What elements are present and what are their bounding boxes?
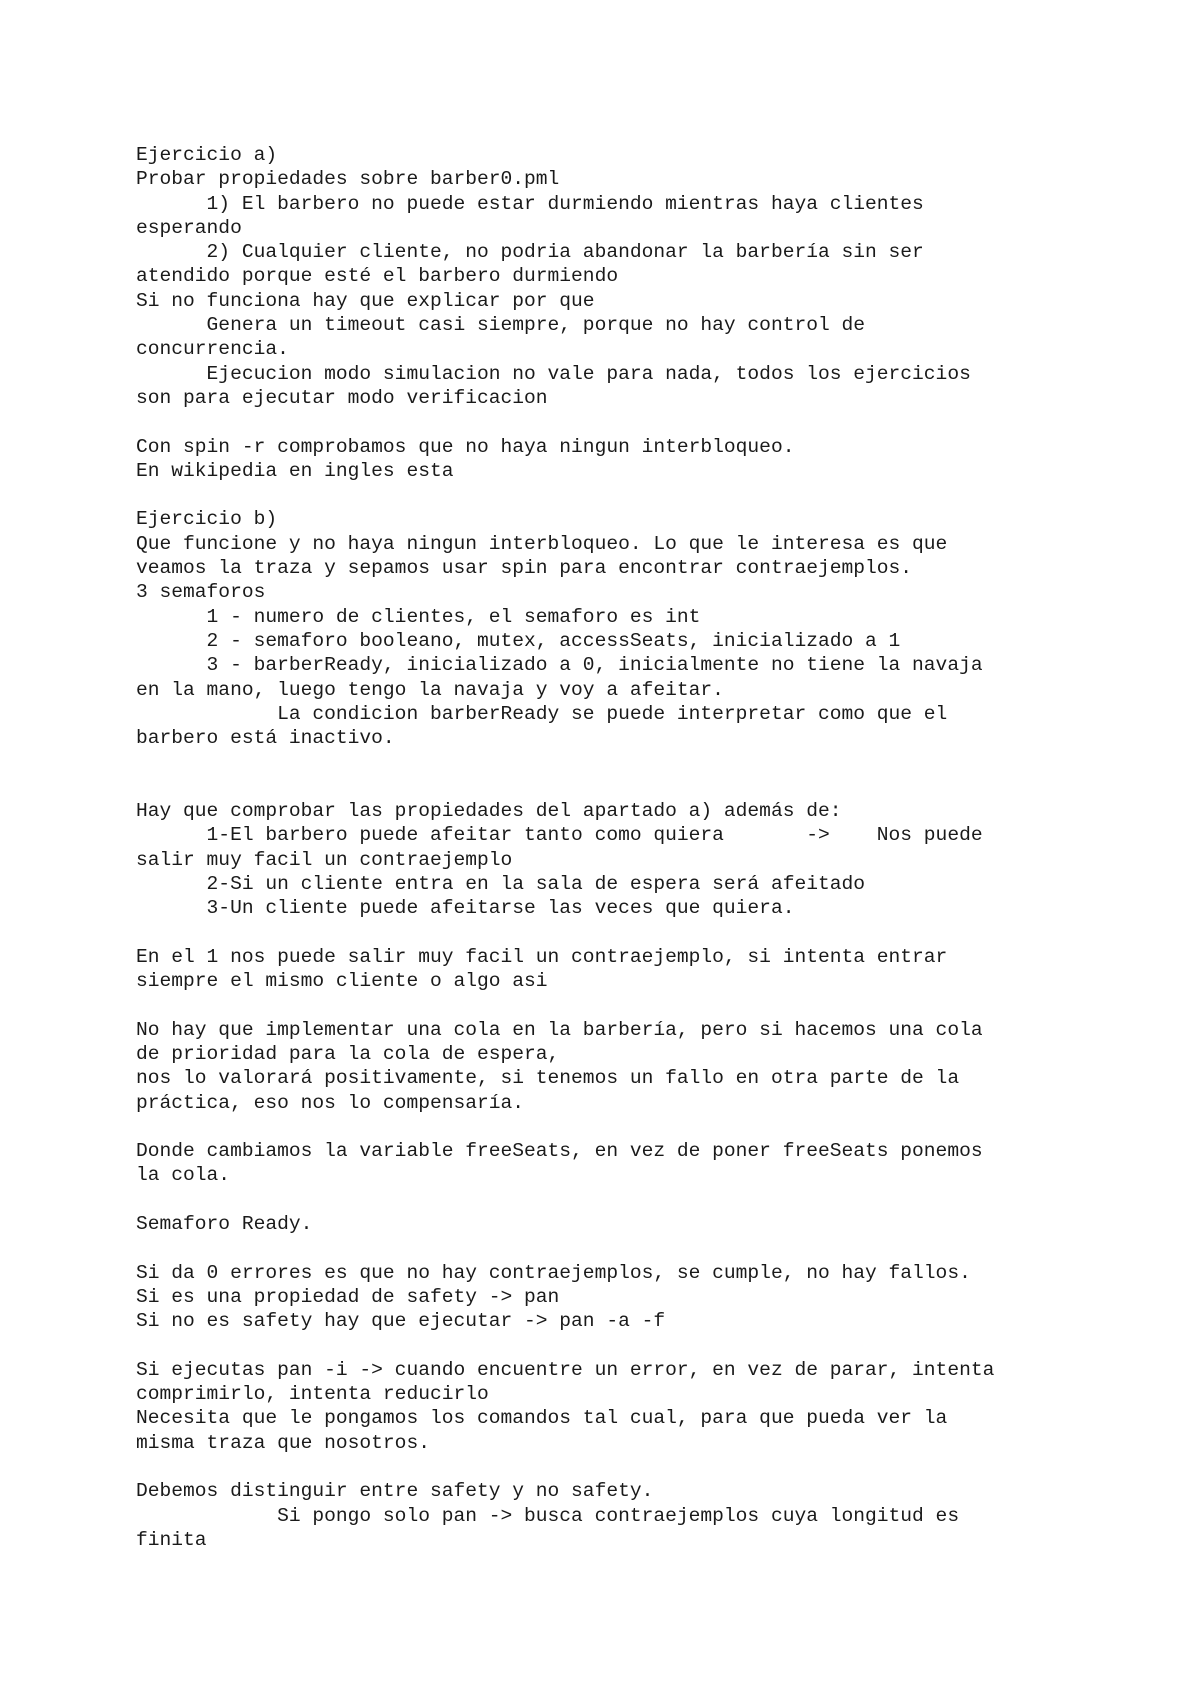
text-line: la cola. (136, 1164, 231, 1187)
blank-line (136, 410, 1136, 434)
text-line: son para ejecutar modo verificacion (136, 386, 548, 409)
text-line: atendido porque esté el barbero durmiendo (136, 265, 619, 288)
text-line: 2-Si un cliente entra en la sala de espera será afeitado (136, 872, 866, 895)
text-line: barbero está inactivo. (136, 727, 395, 750)
blank-line (136, 921, 1136, 945)
blank-line (136, 993, 1136, 1017)
text-line: Si es una propiedad de safety -> pan (136, 1285, 560, 1308)
text-line: concurrencia. (136, 338, 289, 361)
text-line: Con spin -r comprobamos que no haya ningun interbloqueo. (136, 435, 795, 458)
text-line: No hay que implementar una cola en la barbería, pero si hacemos una cola (136, 1018, 983, 1041)
text-line: 3 - barberReady, inicializado a 0, inicialmente no tiene la navaja (136, 654, 983, 677)
text-line: Donde cambiamos la variable freeSeats, en vez de poner freeSeats ponemos (136, 1140, 983, 1163)
text-line: Hay que comprobar las propiedades del apartado a) además de: (136, 800, 842, 823)
document-page (136, 143, 1136, 1552)
text-line: 3 semaforos (136, 581, 266, 604)
text-line: de prioridad para la cola de espera, (136, 1042, 560, 1065)
text-line: siempre el mismo cliente o algo asi (136, 970, 548, 993)
text-line: esperando (136, 216, 242, 239)
text-line: En el 1 nos puede salir muy facil un contraejemplo, si intenta entrar (136, 945, 948, 968)
blank-line (136, 483, 1136, 507)
text-line: 3-Un cliente puede afeitarse las veces que quiera. (136, 897, 795, 920)
text-line: Probar propiedades sobre barber0.pml (136, 168, 560, 191)
text-line: 1-El barbero puede afeitar tanto como quiera -> Nos puede (136, 824, 983, 847)
text-line: Si pongo solo pan -> busca contraejemplos cuya longitud es (136, 1504, 960, 1527)
text-line: Ejecucion modo simulacion no vale para nada, todos los ejercicios (136, 362, 971, 385)
blank-line (136, 750, 1136, 774)
text-line: finita (136, 1528, 207, 1551)
blank-line (136, 775, 1136, 799)
heading-ejercicio-a: Ejercicio a) (136, 144, 278, 166)
blank-line (136, 1236, 1136, 1260)
text-line: práctica, eso nos lo compensaría. (136, 1091, 525, 1114)
text-line: 2 - semaforo booleano, mutex, accessSeats, inicializado a 1 (136, 629, 901, 652)
text-line: 1 - numero de clientes, el semaforo es int (136, 605, 701, 628)
text-line: Si ejecutas pan -i -> cuando encuentre un error, en vez de parar, intenta (136, 1358, 995, 1381)
text-line: La condicion barberReady se puede interpretar como que el (136, 702, 948, 725)
text-line: Si da 0 errores es que no hay contraejemplos, se cumple, no hay fallos. (136, 1261, 971, 1284)
blank-line (136, 1115, 1136, 1139)
text-line: 1) El barbero no puede estar durmiendo mientras haya clientes (136, 192, 924, 215)
text-line: Que funcione y no haya ningun interbloqueo. Lo que le interesa es que (136, 532, 948, 555)
blank-line (136, 1188, 1136, 1212)
heading-ejercicio-b: Ejercicio b) (136, 508, 278, 531)
text-line: comprimirlo, intenta reducirlo (136, 1383, 489, 1406)
text-line: 2) Cualquier cliente, no podria abandonar la barbería sin ser (136, 241, 924, 264)
text-line: Si no funciona hay que explicar por que (136, 289, 595, 312)
text-line: Semaforo Ready. (136, 1213, 313, 1236)
text-line: Si no es safety hay que ejecutar -> pan -a -f (136, 1310, 666, 1333)
text-line: Debemos distinguir entre safety y no safety. (136, 1480, 654, 1503)
text-line: en la mano, luego tengo la navaja y voy a afeitar. (136, 678, 724, 701)
text-line: salir muy facil un contraejemplo (136, 848, 513, 871)
blank-line (136, 1455, 1136, 1479)
text-line: nos lo valorará positivamente, si tenemos un fallo en otra parte de la (136, 1067, 960, 1090)
text-line: misma traza que nosotros. (136, 1431, 430, 1454)
text-line: En wikipedia en ingles esta (136, 459, 454, 482)
text-line: veamos la traza y sepamos usar spin para encontrar contraejemplos. (136, 557, 913, 580)
text-line: Genera un timeout casi siempre, porque no hay control de (136, 314, 866, 337)
blank-line (136, 1334, 1136, 1358)
text-line: Necesita que le pongamos los comandos tal cual, para que pueda ver la (136, 1407, 948, 1430)
